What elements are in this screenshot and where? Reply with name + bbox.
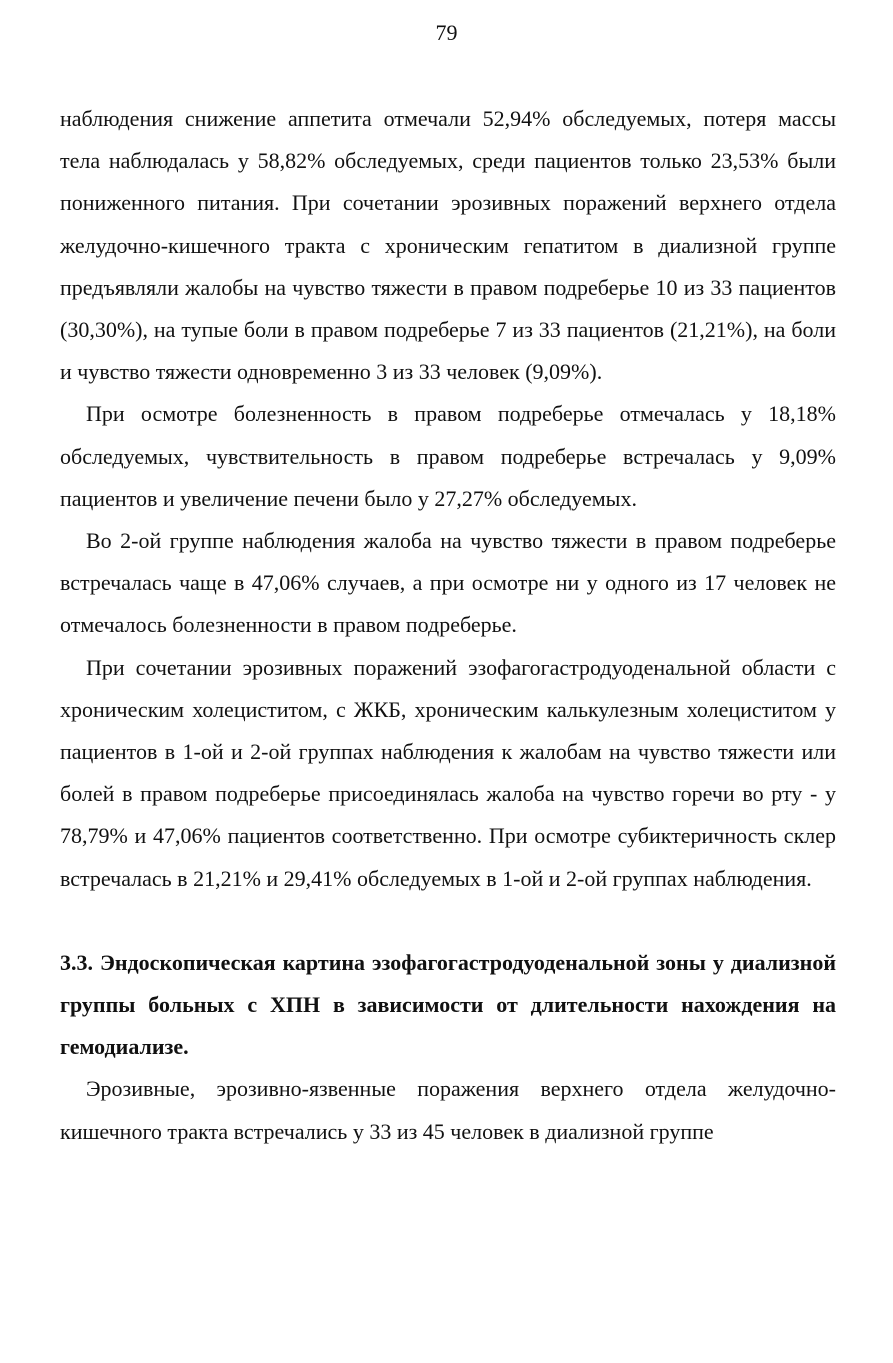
page-number: 79: [435, 20, 458, 45]
page-body: [60, 98, 836, 1153]
paragraph-group-two: Во 2-ой группе наблюдения жалоба на чувство тяжести в правом подреберье встречалась чаще в 47,06% случаев, а при осмотре ни у одного из 17 человек не отмечалось болезненности в правом подреберье.: [60, 528, 836, 638]
section-heading: 3.3. Эндоскопическая картина эзофагогастродуоденальной зоны у диализной группы больных с ХПН в зависимости от длительности нахождения на гемодиализе.: [60, 949, 836, 1060]
section-gap: [60, 900, 836, 942]
paragraph-cholecystitis: При сочетании эрозивных поражений эзофагогастродуоденальной области с хроническим холециститом, с ЖКБ, хроническим калькулезным холециститом у пациентов в 1-ой и 2-ой группах наблюдения к жалобам на чувство тяжести или болей в правом подреберье присоединялась жалоба на чувство горечи во рту - у 78,79% и 47,06% пациентов соответственно. При осмотре субиктеричность склер встречалась в 21,21% и 29,41% обследуемых в 1-ой и 2-ой группах наблюдения.: [60, 654, 836, 891]
paragraph-examination: При осмотре болезненность в правом подреберье отмечалась у 18,18% обследуемых, чувствительность в правом подреберье встречалась у 9,09% пациентов и увеличение печени было у 27,27% обследуемых.: [60, 401, 836, 511]
paragraph-continuation: наблюдения снижение аппетита отмечали 52,94% обследуемых, потеря массы тела наблюдалась у 58,82% обследуемых, среди пациентов только 23,53% были пониженного питания. При сочетании эрозивных поражений верхнего отдела желудочно-кишечного тракта с хроническим гепатитом в диализной группе предъявляли жалобы на чувство тяжести в правом подреберье 10 из 33 пациентов (30,30%), на тупые боли в правом подреберье 7 из 33 пациентов (21,21%), на боли и чувство тяжести одновременно 3 из 33 человек (9,09%).: [60, 106, 836, 385]
section-paragraph: Эрозивные, эрозивно-язвенные поражения верхнего отдела желудочно-кишечного тракта встречались у 33 из 45 человек в диализной группе: [60, 1076, 836, 1144]
